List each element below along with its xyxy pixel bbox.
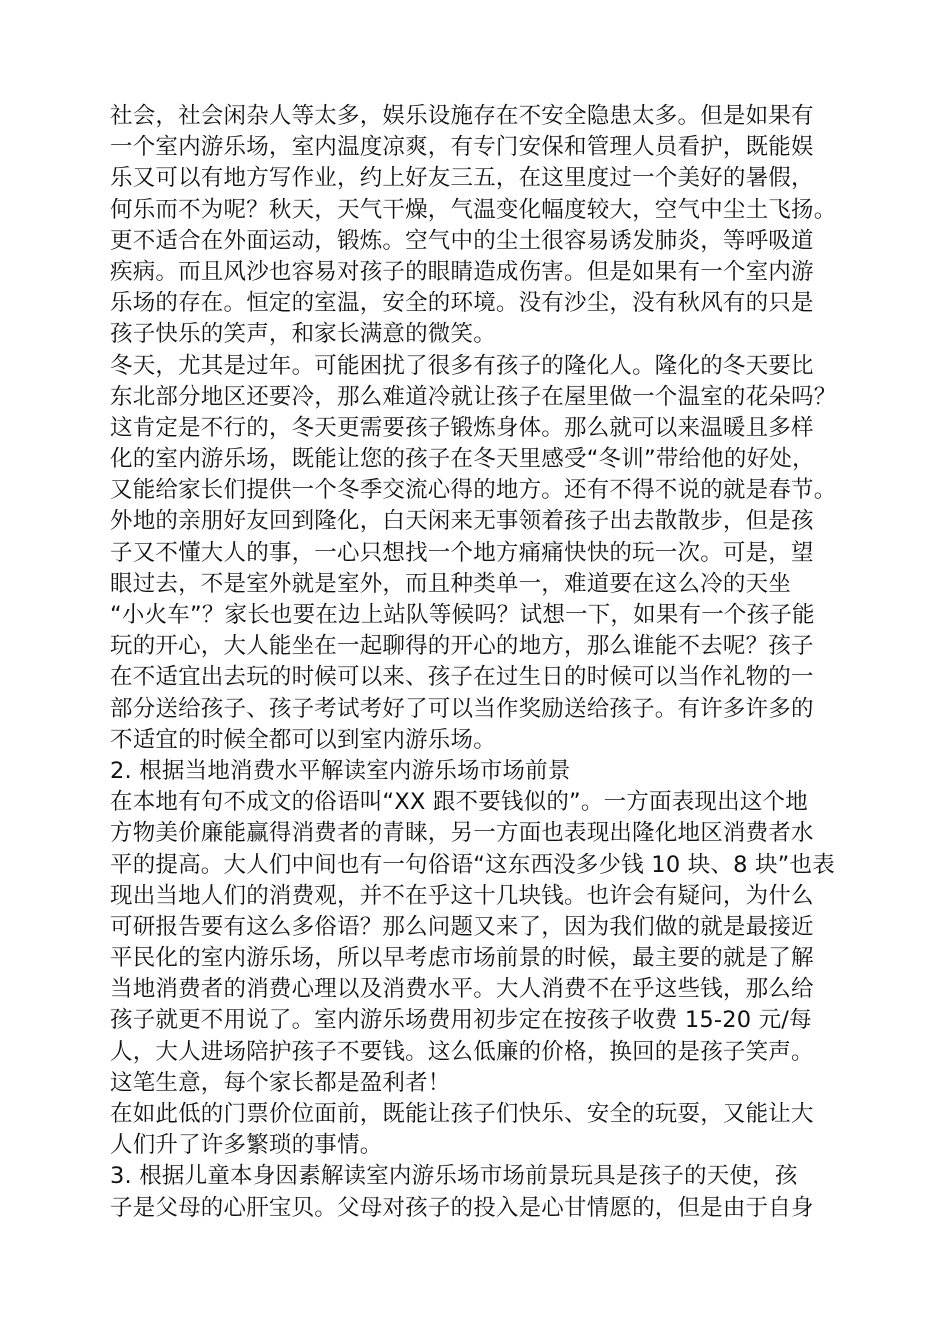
text-line: 这笔生意，每个家长都是盈利者！ <box>110 1069 451 1096</box>
text-line: 眼过去，不是室外就是室外，而且种类单一，难道要在这么冷的天坐 <box>110 570 792 597</box>
text-line: 子又不懂大人的事，一心只想找一个地方痛痛快快的玩一次。可是，望 <box>110 539 814 566</box>
text-line: 3. 根据儿童本身因素解读室内游乐场市场前景玩具是孩子的天使，孩 <box>110 1163 798 1190</box>
text-line: 人们升了许多繁琐的事情。 <box>110 1132 383 1159</box>
text-line: 2. 根据当地消费水平解读室内游乐场市场前景 <box>110 757 571 784</box>
text-line: 在本地有句不成文的俗语叫“XX 跟不要钱似的”。一方面表现出这个地 <box>110 789 808 816</box>
text-line: 平的提高。大人们中间也有一句俗语“这东西没多少钱 10 块、8 块”也表 <box>110 851 835 878</box>
text-line: 这肯定是不行的，冬天更需要孩子锻炼身体。那么就可以来温暖且多样 <box>110 414 814 441</box>
text-line: “小火车”？家长也要在边上站队等候吗？试想一下，如果有一个孩子能 <box>110 602 815 628</box>
text-line: 方物美价廉能赢得消费者的青睐，另一方面也表现出隆化地区消费者水 <box>110 820 814 847</box>
text-line: 东北部分地区还要冷，那么难道冷就让孩子在屋里做一个温室的花朵吗？ <box>110 383 837 410</box>
text-line: 外地的亲朋好友回到隆化，白天闲来无事领着孩子出去散散步，但是孩 <box>110 508 814 535</box>
text-line: 人，大人进场陪护孩子不要钱。这么低廉的价格，换回的是孩子笑声。 <box>110 1038 814 1065</box>
text-line: 平民化的室内游乐场，所以早考虑市场前景的时候，最主要的就是了解 <box>110 945 814 972</box>
text-line: 在如此低的门票价位面前，既能让孩子们快乐、安全的玩耍，又能让大 <box>110 1101 814 1127</box>
text-line: 社会，社会闲杂人等太多，娱乐设施存在不安全隐患太多。但是如果有 <box>110 103 814 129</box>
text-line: 孩子快乐的笑声，和家长满意的微笑。 <box>110 321 496 348</box>
text-line: 子是父母的心肝宝贝。父母对孩子的投入是心甘情愿的，但是由于自身 <box>110 1194 814 1221</box>
text-line: 孩子就更不用说了。室内游乐场费用初步定在按孩子收费 15-20 元/每 <box>110 1007 812 1034</box>
text-line: 又能给家长们提供一个冬季交流心得的地方。还有不得不说的就是春节。 <box>110 477 837 504</box>
text-line: 冬天，尤其是过年。可能困扰了很多有孩子的隆化人。隆化的冬天要比 <box>110 352 814 379</box>
text-line: 何乐而不为呢？秋天，天气干燥，气温变化幅度较大，空气中尘土飞扬。 <box>110 196 837 223</box>
text-line: 疾病。而且风沙也容易对孩子的眼睛造成伤害。但是如果有一个室内游 <box>110 258 814 285</box>
body-text <box>110 101 860 1224</box>
text-line: 在不适宜出去玩的时候可以来、孩子在过生日的时候可以当作礼物的一 <box>110 664 814 691</box>
text-line: 乐场的存在。恒定的室温，安全的环境。没有沙尘，没有秋风有的只是 <box>110 290 814 317</box>
text-line: 化的室内游乐场，既能让您的孩子在冬天里感受“冬训”带给他的好处， <box>110 446 815 473</box>
text-line: 乐又可以有地方写作业，约上好友三五，在这里度过一个美好的暑假， <box>110 165 814 192</box>
text-line: 一个室内游乐场，室内温度凉爽，有专门安保和管理人员看护，既能娱 <box>110 134 814 161</box>
text-line: 玩的开心，大人能坐在一起聊得的开心的地方，那么谁能不去呢？孩子 <box>110 633 814 660</box>
text-line: 可研报告要有这么多俗语？那么问题又来了，因为我们做的就是最接近 <box>110 913 814 940</box>
text-line: 现出当地人们的消费观，并不在乎这十几块钱。也许会有疑问，为什么 <box>110 882 814 909</box>
text-line: 不适宜的时候全都可以到室内游乐场。 <box>110 726 496 753</box>
text-line: 部分送给孩子、孩子考试考好了可以当作奖励送给孩子。有许多许多的 <box>110 695 814 722</box>
text-line: 更不适合在外面运动，锻炼。空气中的尘土很容易诱发肺炎，等呼吸道 <box>110 227 814 254</box>
text-line: 当地消费者的消费心理以及消费水平。大人消费不在乎这些钱，那么给 <box>110 976 814 1003</box>
